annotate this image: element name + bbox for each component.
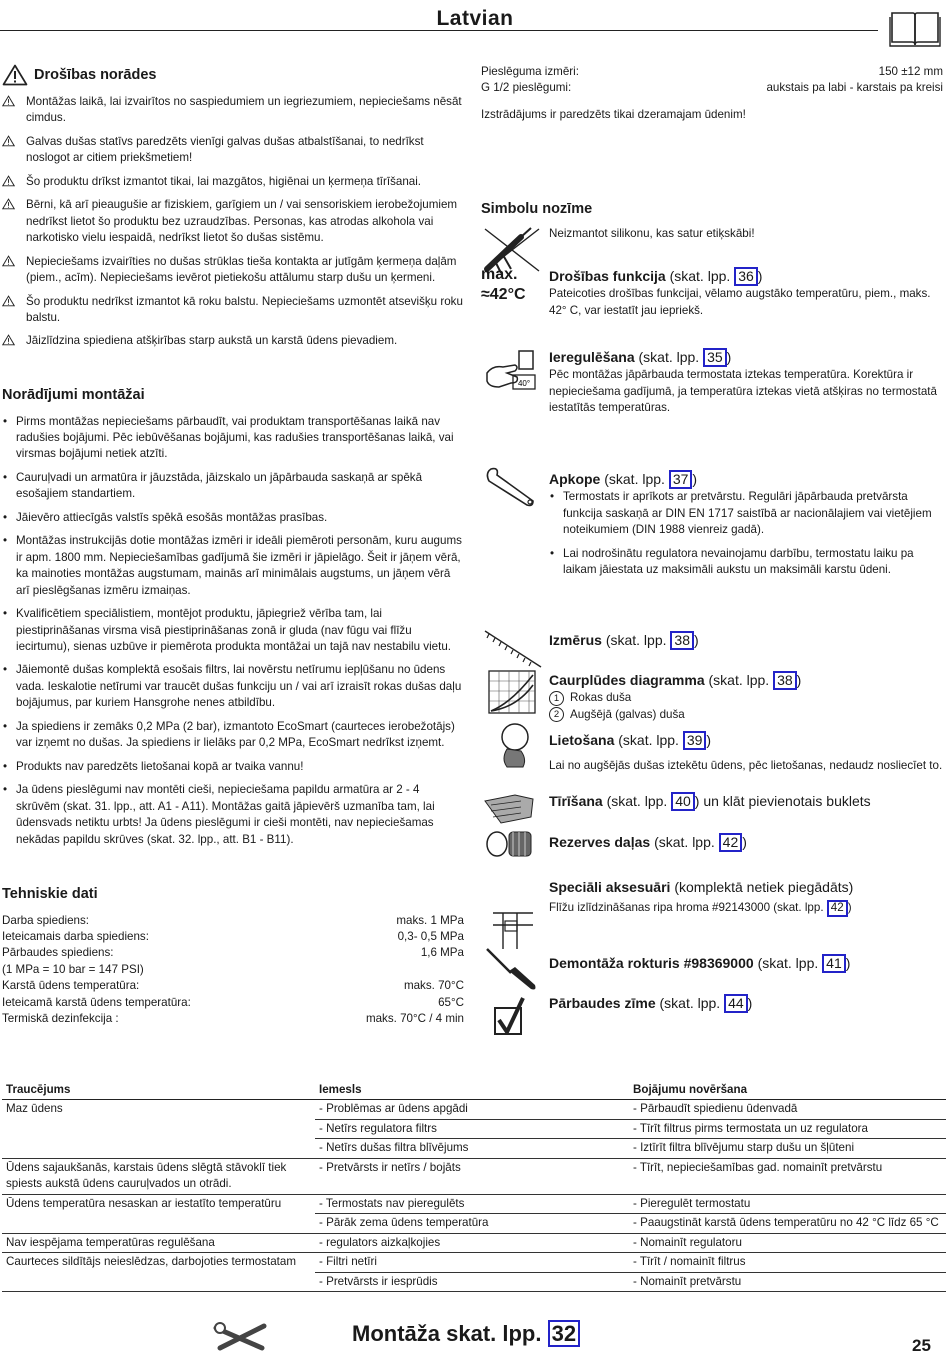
symbols-title: Simbolu nozīme — [481, 201, 593, 217]
remedy-cell: - Tīrīt filtrus pirms termostata un uz regulatora — [629, 1119, 946, 1138]
safety-item — [2, 333, 464, 349]
table-row — [2, 1253, 946, 1272]
hand-knob-icon — [481, 719, 545, 769]
techdata-label: Pārbaudes spiediens: — [2, 946, 114, 960]
ref-text: (skat. lpp. — [618, 732, 679, 748]
safety-item-text: Šo produktu drīkst izmantot tikai, lai mazgātos, higiēnai un ķermeņa tīrīšanai. — [26, 174, 422, 188]
troubleshooting-body — [2, 1100, 946, 1292]
mounting-item: • Pirms montāžas nepieciešams pārbaudīt, vai produktam transportēšanas laikā nav radušies bojājumi. Pēc iebūvēšanas bojājumi, kas radušies transportēšanas laikā, vai virsmas bojājumi netiek atzīti. — [2, 414, 464, 463]
mounting-section — [2, 385, 464, 855]
page-ref-link[interactable]: 38 — [670, 631, 694, 650]
tool-block — [549, 954, 944, 973]
techdata-row — [2, 945, 464, 961]
flow-legend-item — [549, 707, 944, 723]
problem-cell: Nav iespējama temperatūras regulēšana — [2, 1233, 315, 1252]
mounting-item: • Cauruļvadi un armatūra ir jāuzstāda, jāizskalo un jāpārbauda saskaņā ar spēkā esošajiem standartiem. — [2, 470, 464, 503]
ref-text: (skat. lpp. — [669, 268, 731, 284]
tool-title: Demontāža rokturis #98369000 — [549, 955, 754, 971]
test-block — [549, 994, 944, 1013]
warning-icon — [2, 334, 15, 346]
cleaning-block — [549, 792, 944, 811]
max-label: max. — [481, 266, 518, 283]
page-ref-link[interactable]: 38 — [773, 671, 797, 690]
table-header-row — [2, 1081, 946, 1100]
warning-icon — [2, 64, 28, 86]
techdata-row — [2, 929, 464, 945]
cause-cell: - Problēmas ar ūdens apgādi — [315, 1100, 629, 1119]
techdata-label: Karstā ūdens temperatūra: — [2, 979, 140, 993]
ref-text: (skat. lpp. — [638, 349, 700, 365]
safety-function-block — [549, 267, 944, 319]
checkmark-box-icon — [481, 996, 545, 1040]
page-ref-link[interactable]: 41 — [822, 954, 846, 973]
cause-cell: - Netīrs dušas filtra blīvējums — [315, 1139, 629, 1158]
techdata-value: 1,6 MPa — [420, 946, 464, 960]
safety-section — [2, 64, 464, 357]
usage-block — [549, 731, 944, 775]
header-remedy: Bojājumu novēršana — [629, 1081, 946, 1100]
safety-function-title: Drošības funkcija — [549, 268, 666, 284]
safety-item-text: Bērni, kā arī pieaugušie ar fiziskiem, garīgiem un / vai sensoriskiem ierobežojumiem nedrīkst lietot šo produktu bez uzraudzības. Personas, kas atrodas alkohola vai narkotisko vielu iespaidā, nedrīkst lietot šo dušas sistēmu. — [26, 198, 458, 245]
warning-icon — [2, 255, 15, 267]
techdata-label: Ieteicamā karstā ūdens temperatūra: — [2, 995, 191, 1009]
techdata-value: 65°C — [438, 995, 464, 1009]
header-cause: Iemesls — [315, 1081, 629, 1100]
flow-diagram-icon — [481, 667, 545, 717]
remedy-cell: - Paaugstināt karstā ūdens temperatūru no 42 °C līdz 65 °C — [629, 1214, 946, 1233]
warning-icon — [2, 295, 15, 307]
accessories-title: Speciāli aksesuāri — [549, 879, 671, 895]
ref-close: ) — [742, 834, 747, 850]
adjustment-title: Ieregulēšana — [549, 349, 635, 365]
page-ref-link[interactable]: 42 — [827, 900, 848, 917]
montage-reference — [352, 1318, 580, 1349]
spares-title: Rezerves daļas — [549, 834, 651, 850]
techdata-value: maks. 1 MPa — [396, 913, 464, 927]
ref-text: (skat. lpp. — [605, 632, 667, 648]
techdata-label: Darba spiediens: — [2, 913, 90, 927]
adjustment-desc: Pēc montāžas jāpārbauda termostata iztekas temperatūra. Korektūra ir nepieciešama gadījumā, ja temperatūra iztekas vietā atšķiras no termostatā iestatītās temperatūras. — [549, 368, 937, 415]
ref-close: ) — [796, 672, 802, 688]
techdata-row — [2, 962, 464, 978]
warning-icon — [2, 198, 15, 210]
accessories-extra: (komplektā netiek piegādāts) — [674, 879, 854, 895]
page-ref-link[interactable]: 35 — [703, 348, 727, 367]
flow-legend-item — [549, 690, 944, 706]
ref-text: (skat. lpp. — [604, 471, 665, 487]
techdata-row — [2, 913, 464, 929]
problem-cell: Maz ūdens — [2, 1100, 315, 1158]
techdata-label: Termiskā dezinfekcija : — [2, 1012, 119, 1026]
warning-icon — [2, 95, 15, 107]
techdata-list — [2, 913, 464, 1028]
cause-cell: - Pārāk zema ūdens temperatūra — [315, 1214, 629, 1233]
screwdriver-icon — [481, 945, 545, 993]
ref-close: ) — [706, 732, 712, 748]
safety-item-text: Šo produktu nedrīkst izmantot kā roku balstu. Nepieciešams uzmontēt atsevišķu roku balstu. — [26, 294, 463, 324]
care-block — [549, 470, 944, 586]
remedy-cell: - Nomainīt pretvārstu — [629, 1272, 946, 1291]
cause-cell: - Pretvārsts ir netīrs / bojāts — [315, 1158, 629, 1194]
symbols-section — [481, 199, 950, 1039]
page-number: 25 — [912, 1336, 931, 1355]
legend-number: 1 — [549, 691, 564, 706]
mounting-item: • Produkts nav paredzēts lietošanai kopā ar tvaika vannu! — [2, 759, 464, 775]
test-title: Pārbaudes zīme — [549, 995, 656, 1011]
techdata-section — [2, 884, 464, 1028]
connection-section — [481, 64, 943, 123]
safety-list — [2, 94, 464, 350]
manual-book-icon — [889, 9, 941, 47]
ref-close: ) — [692, 471, 698, 487]
table-row — [2, 1194, 946, 1213]
problem-cell: Caurteces sildītājs neieslēdzas, darbojoties termostatam — [2, 1253, 315, 1292]
table-row — [2, 1100, 946, 1119]
drinking-water-note: Izstrādājums ir paredzēts tikai dzeramajam ūdenim! — [481, 107, 746, 121]
wrench-icon — [481, 461, 545, 511]
mounting-item: • Jāiemontē dušas komplektā esošais filtrs, lai novērstu netīrumu iepļūšanu no ūdens vada. Ieskalotie netīrumi var traucēt dušas funkciju un / vai arī izraisīt rokas dušas daļu bojājumus, par kuriem Hansgrohe nenes atbildību. — [2, 662, 464, 711]
usage-desc: Lai no augšējās dušas iztekētu ūdens, pēc lietošanas, nedaudz nosliecīet to. — [549, 759, 943, 773]
flow-block — [549, 671, 944, 723]
care-title: Apkope — [549, 471, 601, 487]
techdata-row — [2, 978, 464, 994]
remedy-cell: - Tīrīt / nomainīt filtrus — [629, 1253, 946, 1272]
safety-title: Drošības norādes — [34, 66, 157, 83]
dims-title: Izmērus — [549, 632, 602, 648]
ref-close: ) un klāt pievienotais buklets — [694, 793, 871, 809]
cleaning-title: Tīrīšana — [549, 793, 603, 809]
connection-label: Pieslēguma izmēri: — [481, 65, 579, 78]
accessories-block — [549, 878, 944, 917]
safety-item — [2, 294, 464, 327]
cause-cell: - Pretvārsts ir iesprūdis — [315, 1272, 629, 1291]
ref-close: ) — [726, 349, 732, 365]
mounting-list — [2, 414, 464, 848]
page-ref-link[interactable]: 44 — [724, 994, 748, 1013]
safety-item — [2, 254, 464, 287]
silicone-warning: Neizmantot silikonu, kas satur etiķskābi! — [549, 227, 755, 240]
ref-text: (skat. lpp. — [708, 672, 770, 688]
page-ref-link[interactable]: 37 — [669, 470, 693, 489]
techdata-label: Ieteicamais darba spiediens: — [2, 930, 149, 944]
problem-cell: Ūdens sajaukšanās, karstais ūdens slēgtā stāvoklī tiek spiests aukstā ūdens cauruļvados un otrādi. — [2, 1158, 315, 1194]
page-title: Latvian — [436, 7, 514, 30]
techdata-row — [2, 995, 464, 1011]
remedy-cell: - Pieregulēt termostatu — [629, 1194, 946, 1213]
techdata-value: maks. 70°C / 4 min — [365, 1012, 464, 1026]
thermometer-reading: 40° — [517, 379, 531, 388]
ref-close: ) — [847, 901, 852, 915]
flow-title: Caurplūdes diagramma — [549, 672, 705, 688]
table-row — [2, 1233, 946, 1252]
ref-text: (skat. lpp. — [757, 955, 819, 971]
mounting-item: • Kvalificētiem speciālistiem, montējot produktu, jāpiegriež vērība tam, lai piestiprināšanas virsma visā piestiprināšanas zonā ir gluda (nav fūgu vai flīžu iecirtumu), sienas uzbūve ir piemērota produkta montāžai un tajā nav nestabilu vietu. — [2, 606, 464, 655]
montage-page-link[interactable]: 32 — [548, 1320, 580, 1347]
ref-text: (skat. lpp. — [654, 834, 715, 850]
remedy-cell: - Iztīrīt filtra blīvējumu starp dušu un šļūteni — [629, 1139, 946, 1158]
legend-label: Augšējā (galvas) duša — [570, 707, 685, 721]
connection-row — [481, 64, 943, 80]
page-ref-link[interactable]: 42 — [719, 833, 743, 852]
cause-cell: - Termostats nav pieregulēts — [315, 1194, 629, 1213]
ref-close: ) — [757, 268, 763, 284]
cause-cell: - Filtri netīri — [315, 1253, 629, 1272]
ref-close: ) — [693, 632, 699, 648]
legend-number: 2 — [549, 707, 564, 722]
safety-item-text: Galvas dušas statīvs paredzēts vienīgi galvas dušas atbalstīšanai, to nedrīkst noslogot ar citiem priekšmetiem! — [26, 134, 424, 165]
remedy-cell: - Pārbaudīt spiedienu ūdenvadā — [629, 1100, 946, 1119]
legend-label: Rokas duša — [570, 691, 632, 705]
care-item: • Termostats ir aprīkots ar pretvārstu. Regulāri jāpārbauda pretvārsta funkcija saskaņā ar DIN EN 1717 saistībā ar nacionālajiem vai vietējiem noteikumiem (DIN 1988 vienreiz gadā). — [549, 489, 944, 538]
mounting-item: • Jāievēro attiecīgās valstīs spēkā esošās montāžas prasības. — [2, 510, 464, 526]
cause-cell: - Netīrs regulatora filtrs — [315, 1119, 629, 1138]
safety-item — [2, 174, 464, 190]
warning-icon — [2, 135, 15, 147]
montage-text: Montāža skat. lpp. — [352, 1321, 542, 1346]
techdata-row — [2, 1011, 464, 1027]
safety-item — [2, 197, 464, 246]
safety-function-desc: Pateicoties drošības funkcijai, vēlamo augstāko temperatūru, piem., maks. 42° C, var iestatīt jau iepriekš. — [549, 287, 931, 317]
connection-label: G 1/2 pieslēgumi: — [481, 81, 572, 95]
techdata-value: maks. 70°C — [403, 979, 464, 993]
mounting-title: Norādījumi montāžai — [2, 387, 145, 403]
ref-text: (skat. lpp. — [606, 793, 668, 809]
care-item: • Lai nodrošinātu regulatora nevainojamu darbību, termostatu laiku pa laikam jāiestata uz maksimāli aukstu un maksimāli karstu ūdeni. — [549, 546, 944, 579]
ref-text: (skat. lpp. — [659, 995, 721, 1011]
header-rule — [0, 30, 878, 31]
header-problem: Traucējums — [2, 1081, 315, 1100]
techdata-value: 0,3- 0,5 MPa — [397, 930, 464, 944]
safety-item-text: Nepieciešams izvairīties no dušas strūklas tieša kontakta ar jutīgām ķermeņa daļām (piem., acīm). Nepieciešams ievērot pietiekošu attālumu starp dušu un ķermeni. — [26, 254, 457, 285]
usage-title: Lietošana — [549, 732, 615, 748]
safety-item — [2, 94, 464, 127]
mounting-item: • Ja spiediens ir zemāks 0,2 MPa (2 bar), izmantoto EcoSmart (caurteces ierobežotājs) var izņemt no dušas. Ja spiediens ir lielāks par 0,2 MPa, EcoSmart nedrīkst izņemt. — [2, 719, 464, 752]
safety-item-text: Jāizlīdzina spiediena atšķirības starp aukstā un karstā ūdens pievadiem. — [26, 334, 398, 348]
safety-item-text: Montāžas laikā, lai izvairītos no saspiedumiem un iegriezumiem, nepieciešams nēsāt cimdus. — [26, 95, 462, 125]
connection-row — [481, 80, 943, 96]
connection-value: aukstais pa labi - karstais pa kreisi — [766, 81, 943, 95]
page-ref-link[interactable]: 36 — [734, 267, 758, 286]
remedy-cell: - Nomainīt regulatoru — [629, 1233, 946, 1252]
ref-close: ) — [747, 995, 753, 1011]
page-ref-link[interactable]: 39 — [683, 731, 707, 750]
adjustment-block — [549, 348, 944, 417]
tools-icon — [212, 1318, 272, 1356]
troubleshooting-table — [2, 1081, 946, 1292]
max-temp: ≈42°C — [481, 286, 526, 303]
table-row — [2, 1158, 946, 1194]
cleaning-hand-icon — [481, 791, 545, 827]
thermometer-hand-icon — [481, 347, 545, 397]
mounting-item: • Ja ūdens pieslēgumi nav montēti cieši, nepieciešama papildu armatūra ar 2 - 4 skrūvēm (skat. 31. lpp., att. A1 - A11). Montāžas gaitā jāpievērš uzmanība tam, lai ūdensvads netiktu urbts! Ja ūdens pieslēgumi ir cieši montēti, nav nepieciešamas nekādas papildu skrūves (skat. 32. lpp., att. B1 - B11). — [2, 782, 464, 848]
dims-block — [549, 631, 944, 650]
problem-cell: Ūdens temperatūra nesaskan ar iestatīto temperatūru — [2, 1194, 315, 1233]
warning-icon — [2, 175, 15, 187]
spares-block — [549, 833, 944, 852]
mounting-item: • Montāžas instrukcijās dotie montāžas izmēri ir ideāli piemēroti personām, kuru augums ir apm. 1800 mm. Nepieciešamības gadījumā šie izmēri ir jāpielāgo. Šeit ir jāņem vērā, ka mainoties montāžas augstumam, mainās arī minimālais augstums, un jāņem vērā arī pieslēgšanas izmēru izmaiņas. — [2, 533, 464, 599]
techdata-title: Tehniskie dati — [2, 886, 98, 902]
remedy-cell: - Tīrīt, nepieciešamības gad. nomainīt pretvārstu — [629, 1158, 946, 1194]
cause-cell: - regulators aizkaļkojies — [315, 1233, 629, 1252]
techdata-label: (1 MPa = 10 bar = 147 PSI) — [2, 962, 144, 976]
page-ref-link[interactable]: 40 — [671, 792, 695, 811]
accessories-desc: Flīžu izlīdzināšanas ripa hroma #92143000 (skat. lpp. — [549, 901, 824, 915]
ref-close: ) — [845, 955, 851, 971]
max-temp-badge — [481, 265, 545, 305]
safety-item — [2, 134, 464, 167]
connection-value: 150 ±12 mm — [878, 65, 943, 78]
spare-parts-icon — [481, 824, 545, 864]
